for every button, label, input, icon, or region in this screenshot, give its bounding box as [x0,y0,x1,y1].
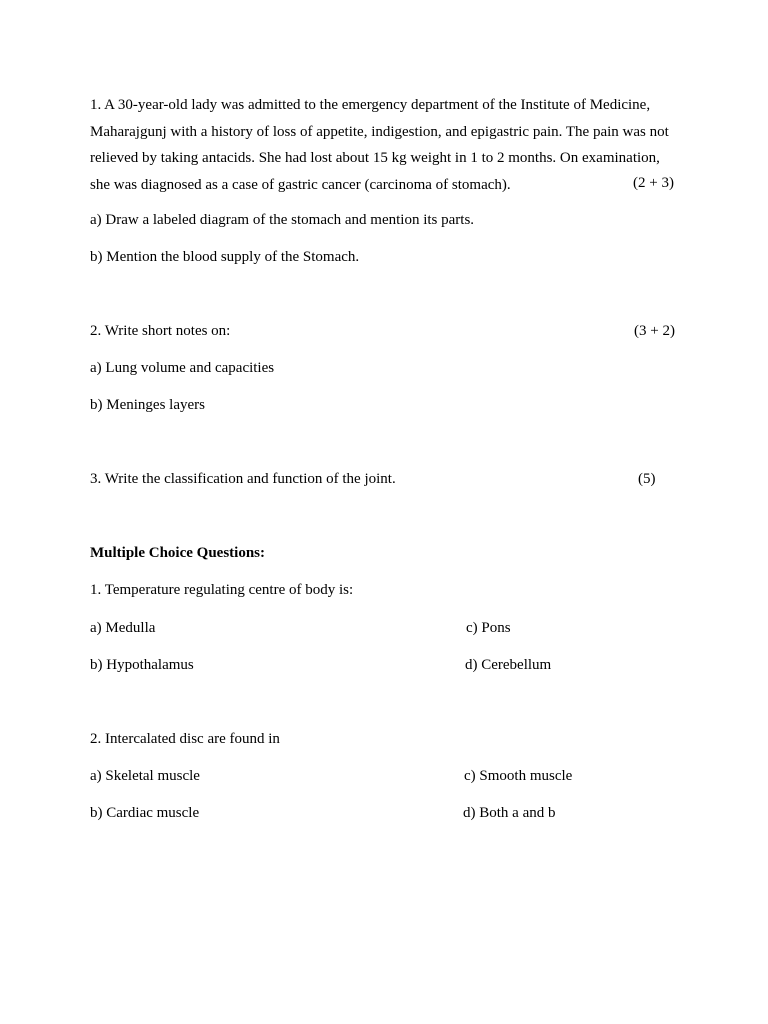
question-1-sub-a: a) Draw a labeled diagram of the stomach and mention its parts. [90,212,475,228]
question-2-sub-b: b) Meninges layers [90,397,205,413]
question-1-line: Maharajgunj with a history of loss of appetite, indigestion, and epigastric pain. The pain was not [90,123,669,140]
question-3-marks: (5) [638,471,656,487]
mcq-heading: Multiple Choice Questions: [90,545,265,561]
mcq-1-option-c: c) Pons [466,620,511,636]
question-2-sub-a: a) Lung volume and capacities [90,360,275,376]
question-1-text [90,92,690,198]
mcq-2-option-d: d) Both a and b [463,805,556,821]
question-1-line: relieved by taking antacids. She had lost about 15 kg weight in 1 to 2 months. On examination, [90,150,660,166]
mcq-2-option-a: a) Skeletal muscle [90,768,200,784]
mcq-2-option-b: b) Cardiac muscle [90,805,200,821]
question-2-marks: (3 + 2) [634,323,675,339]
mcq-2-question: 2. Intercalated disc are found in [90,731,280,747]
mcq-1-option-d: d) Cerebellum [465,657,552,673]
mcq-2-option-c: c) Smooth muscle [464,768,573,784]
question-3-text: 3. Write the classification and function of the joint. [90,471,396,487]
question-1-line: she was diagnosed as a case of gastric cancer (carcinoma of stomach). [90,176,511,193]
mcq-1-question: 1. Temperature regulating centre of body is: [90,582,354,598]
question-1-line: 1. A 30-year-old lady was admitted to the emergency department of the Institute of Medicine, [90,97,651,113]
mcq-1-option-b: b) Hypothalamus [90,657,194,673]
question-1-marks: (2 + 3) [633,175,674,191]
question-1-sub-b: b) Mention the blood supply of the Stomach. [90,249,360,265]
question-2-text: 2. Write short notes on: [90,323,231,339]
mcq-1-option-a: a) Medulla [90,620,156,636]
